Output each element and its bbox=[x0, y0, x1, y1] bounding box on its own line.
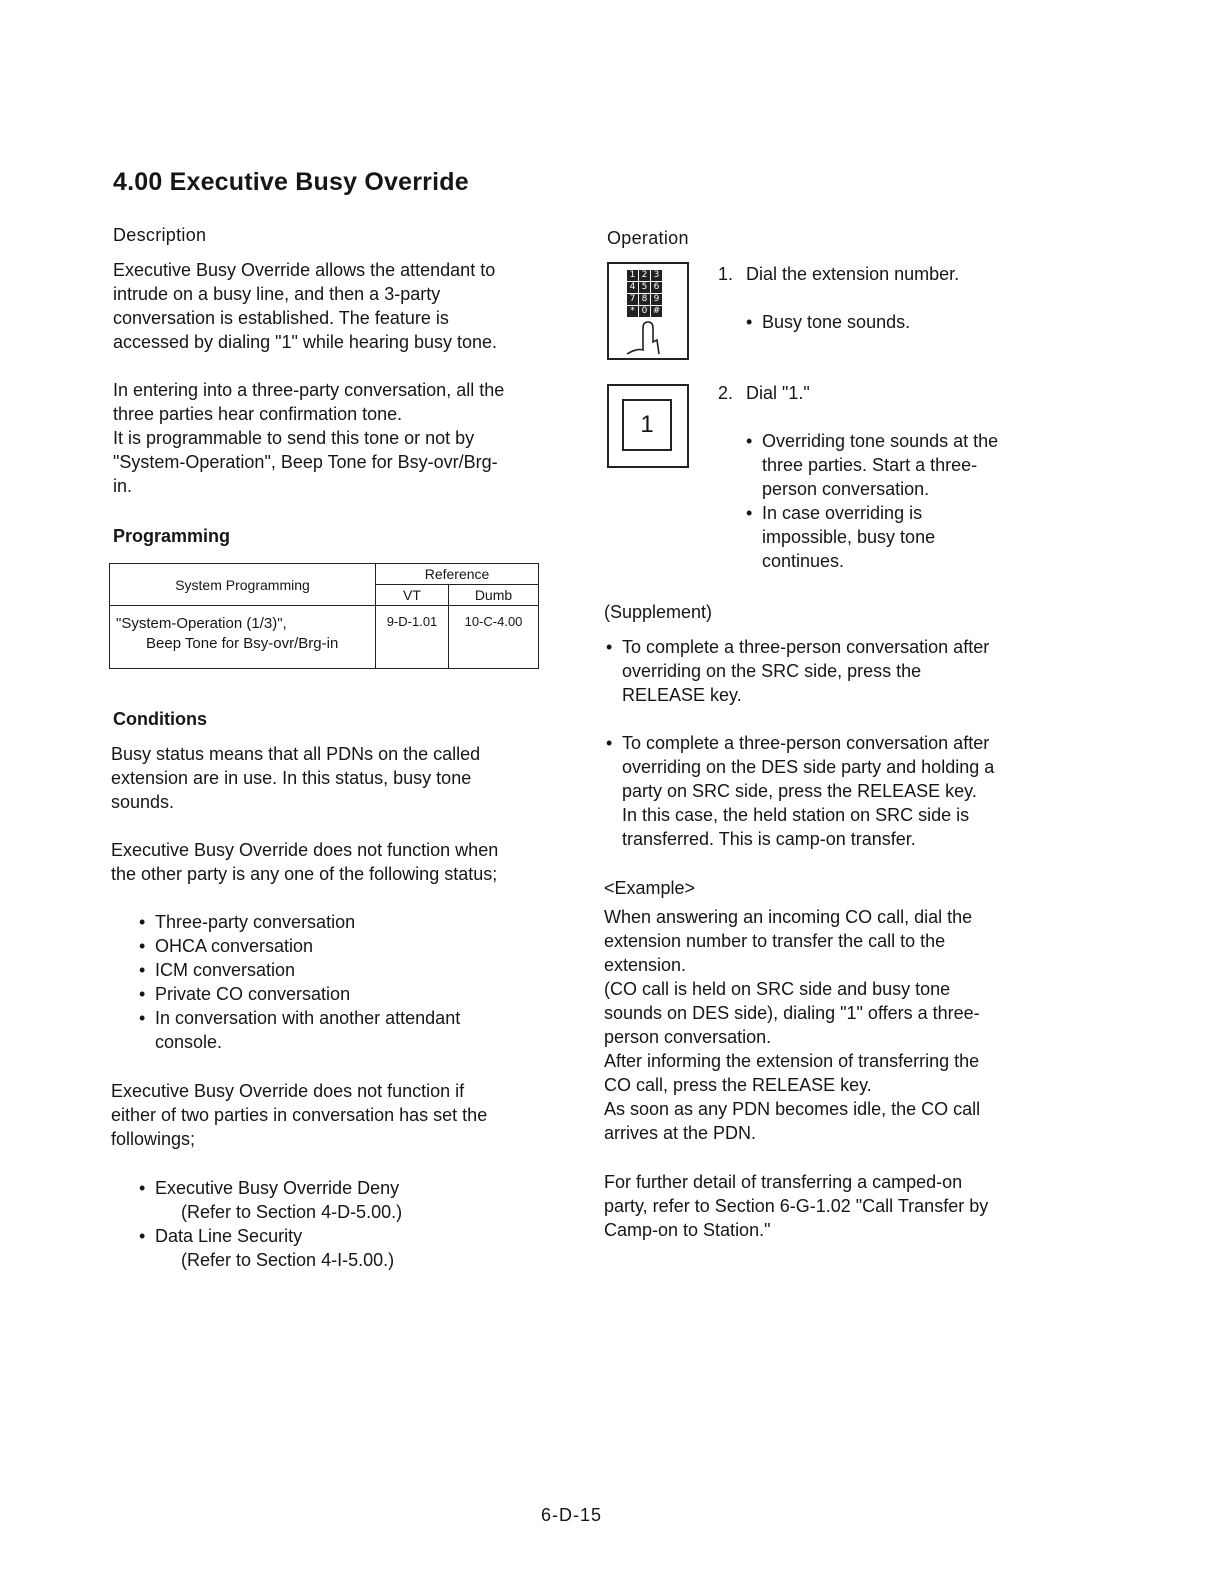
further-detail-paragraph bbox=[604, 1170, 1064, 1242]
text-line: In this case, the held station on SRC side is bbox=[622, 805, 970, 825]
keypad-key: 7 bbox=[627, 294, 638, 305]
text-line: • To complete a three-person conversation after bbox=[622, 733, 990, 753]
header-reference: Reference bbox=[376, 564, 539, 585]
text-line: After informing the extension of transferring the bbox=[604, 1051, 980, 1071]
text-line: When answering an incoming CO call, dial the bbox=[604, 907, 973, 927]
text-line: (CO call is held on SRC side and busy tone bbox=[604, 979, 951, 999]
text-line: impossible, busy tone bbox=[762, 527, 936, 547]
list-item bbox=[606, 635, 1066, 707]
key-1-label: 1 bbox=[622, 399, 672, 451]
text-line: overriding on the DES side party and holding a bbox=[622, 757, 995, 777]
list-item-label: Data Line Security bbox=[155, 1226, 303, 1246]
description-heading: Description bbox=[113, 225, 207, 245]
section-reference: (Refer to Section 4-I-5.00.) bbox=[181, 1250, 395, 1270]
text-line: CO call, press the RELEASE key. bbox=[604, 1075, 872, 1095]
text-line: person conversation. bbox=[762, 479, 930, 499]
text-line: As soon as any PDN becomes idle, the CO call bbox=[604, 1099, 981, 1119]
keypad-key: 0 bbox=[639, 306, 650, 317]
keypad-key: * bbox=[627, 306, 638, 317]
keypad-key: # bbox=[652, 306, 661, 316]
section-reference: (Refer to Section 4-D-5.00.) bbox=[181, 1202, 403, 1222]
text-line: extension number to transfer the call to the bbox=[604, 931, 946, 951]
cell-dumb: 10-C-4.00 bbox=[449, 606, 539, 669]
keypad-key: 3 bbox=[651, 270, 662, 281]
finger-press-icon bbox=[623, 316, 673, 356]
text-line: intrude on a busy line, and then a 3-party bbox=[113, 284, 441, 304]
header-system-programming: System Programming bbox=[110, 564, 376, 606]
text-line: Camp-on to Station." bbox=[604, 1220, 771, 1240]
keypad-key: 8 bbox=[639, 294, 650, 305]
list-item bbox=[139, 1176, 539, 1224]
keypad-key: 6 bbox=[651, 282, 662, 293]
supplement-heading: (Supplement) bbox=[604, 602, 713, 622]
list-item: • Private CO conversation bbox=[139, 982, 539, 1006]
list-item: • ICM conversation bbox=[139, 958, 539, 982]
list-item-continuation: console. bbox=[155, 1032, 223, 1052]
text-line: extension are in use. In this status, busy tone bbox=[111, 768, 472, 788]
step-number: 2. bbox=[718, 383, 734, 403]
list-item bbox=[746, 429, 1078, 501]
keypad-key: 4 bbox=[627, 282, 638, 293]
text-line: extension. bbox=[604, 955, 687, 975]
list-item: • OHCA conversation bbox=[139, 934, 539, 958]
step-bullets bbox=[746, 429, 1078, 573]
operation-step-1 bbox=[718, 262, 1078, 334]
list-item: • Three-party conversation bbox=[139, 910, 539, 934]
list-item bbox=[139, 1224, 539, 1272]
text-line: party, refer to Section 6-G-1.02 "Call Transfer by bbox=[604, 1196, 989, 1216]
text-line: Executive Busy Override allows the attendant to bbox=[113, 260, 496, 280]
text-line: Busy status means that all PDNs on the called bbox=[111, 744, 481, 764]
cell-line: Beep Tone for Bsy-ovr/Brg-in bbox=[146, 635, 339, 652]
text-line: followings; bbox=[111, 1129, 196, 1149]
conditions-paragraph-2 bbox=[111, 838, 561, 886]
text-line: continues. bbox=[762, 551, 845, 571]
list-item: • Busy tone sounds. bbox=[746, 310, 1078, 334]
table-row bbox=[110, 606, 539, 669]
table-header-row bbox=[110, 564, 539, 585]
text-line: In entering into a three-party conversation, all the bbox=[113, 380, 505, 400]
keypad-key: 9 bbox=[651, 294, 662, 305]
text-line: sounds on DES side), dialing "1" offers a three- bbox=[604, 1003, 980, 1023]
status-list bbox=[139, 910, 539, 1054]
text-line: accessed by dialing "1" while hearing busy tone. bbox=[113, 332, 498, 352]
operation-step-2 bbox=[718, 381, 1078, 573]
text-line: the other party is any one of the following status; bbox=[111, 864, 498, 884]
description-paragraph-1 bbox=[113, 258, 563, 354]
text-line: It is programmable to send this tone or not by bbox=[113, 428, 475, 448]
settings-list bbox=[139, 1176, 539, 1272]
text-line: "System-Operation", Beep Tone for Bsy-ovr/Brg- bbox=[113, 452, 498, 472]
conditions-paragraph-3 bbox=[111, 1079, 561, 1151]
text-line: three parties hear confirmation tone. bbox=[113, 404, 403, 424]
text-line: • Overriding tone sounds at the bbox=[762, 431, 999, 451]
step-text: Dial "1." bbox=[746, 383, 810, 403]
keypad-key: 2 bbox=[639, 270, 650, 281]
text-line: either of two parties in conversation has set the bbox=[111, 1105, 488, 1125]
text-line: Executive Busy Override does not function if bbox=[111, 1081, 465, 1101]
text-line: person conversation. bbox=[604, 1027, 772, 1047]
programming-heading: Programming bbox=[113, 526, 231, 546]
keypad-key: 1 bbox=[627, 270, 638, 281]
example-heading: <Example> bbox=[604, 878, 696, 898]
step-line bbox=[718, 381, 1078, 405]
cell-vt: 9-D-1.01 bbox=[376, 606, 449, 669]
keypad-keys bbox=[627, 270, 662, 317]
step-number: 1. bbox=[718, 264, 734, 284]
text-line: sounds. bbox=[111, 792, 175, 812]
text-line: party on SRC side, press the RELEASE key. bbox=[622, 781, 977, 801]
supplement-list bbox=[606, 635, 1066, 851]
cell-system-operation bbox=[110, 606, 376, 669]
example-paragraph bbox=[604, 905, 1064, 1145]
list-item bbox=[606, 731, 1066, 851]
text-line: RELEASE key. bbox=[622, 685, 742, 705]
conditions-paragraph-1 bbox=[111, 742, 561, 814]
description-paragraph-2 bbox=[113, 378, 563, 498]
header-dumb: Dumb bbox=[449, 585, 539, 606]
keypad-icon bbox=[607, 262, 689, 360]
text-line: conversation is established. The feature is bbox=[113, 308, 449, 328]
step-bullets bbox=[746, 310, 1078, 334]
key-1-icon bbox=[607, 384, 689, 468]
text-line: three parties. Start a three- bbox=[762, 455, 978, 475]
text-line: • To complete a three-person conversation after bbox=[622, 637, 990, 657]
text-line: arrives at the PDN. bbox=[604, 1123, 757, 1143]
step-line bbox=[718, 262, 1078, 286]
keypad-key: 5 bbox=[639, 282, 650, 293]
step-text: Dial the extension number. bbox=[746, 264, 960, 284]
text-line: For further detail of transferring a camped-on bbox=[604, 1172, 963, 1192]
programming-table bbox=[109, 563, 539, 669]
header-vt: VT bbox=[376, 585, 449, 606]
cell-line: "System-Operation (1/3)", bbox=[116, 615, 287, 632]
text-line: transferred. This is camp-on transfer. bbox=[622, 829, 916, 849]
conditions-heading: Conditions bbox=[113, 709, 207, 729]
text-line: • In case overriding is bbox=[762, 503, 923, 523]
page-title: 4.00 Executive Busy Override bbox=[113, 168, 469, 196]
text-line: Executive Busy Override does not function when bbox=[111, 840, 499, 860]
text-line: in. bbox=[113, 476, 133, 496]
operation-heading: Operation bbox=[607, 228, 689, 248]
page-number: 6-D-15 bbox=[541, 1505, 603, 1525]
text-line: overriding on the SRC side, press the bbox=[622, 661, 922, 681]
list-item-label: Executive Busy Override Deny bbox=[155, 1178, 400, 1198]
list-item bbox=[139, 1006, 539, 1054]
list-item-text: In conversation with another attendant bbox=[155, 1008, 461, 1028]
list-item bbox=[746, 501, 1078, 573]
